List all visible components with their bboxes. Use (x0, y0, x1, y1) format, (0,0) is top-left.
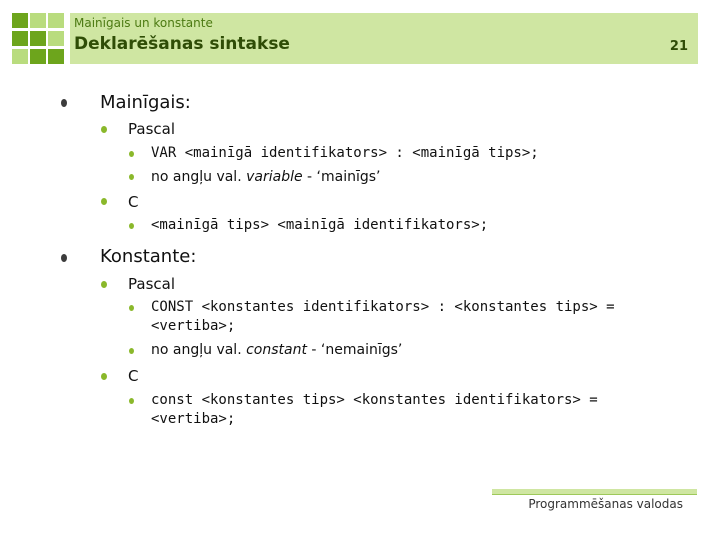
logo-square (12, 31, 28, 46)
logo-square (30, 49, 46, 64)
logo-square (30, 13, 46, 28)
bullet-icon (101, 373, 107, 380)
bullet-icon (101, 198, 107, 205)
bullet-icon (101, 281, 107, 288)
logo-grid (12, 13, 66, 64)
code-line: <vertiba>; (151, 411, 236, 427)
slide-header (70, 13, 698, 64)
bullet-icon (129, 151, 134, 157)
bullet-icon (61, 99, 67, 107)
page-number: 21 (669, 39, 688, 54)
logo-square (12, 13, 28, 28)
note-term: variable (246, 169, 303, 185)
bullet-icon (129, 223, 134, 229)
footer-text: Programmēšanas valodas (528, 497, 683, 511)
logo-square (30, 31, 46, 46)
logo-square (48, 31, 64, 46)
section-heading: Mainīgais: (100, 92, 191, 113)
slide-title: Deklarēšanas sintakse (74, 34, 290, 54)
logo-square (48, 49, 64, 64)
code-line: <mainīgā tips> <mainīgā identifikators>; (151, 217, 489, 233)
language-label: Pascal (128, 120, 175, 138)
note-text (151, 342, 402, 358)
note-prefix: no angļu val. (151, 169, 247, 185)
bullet-icon (129, 348, 134, 354)
section-heading: Konstante: (100, 246, 197, 267)
code-line: <vertiba>; (151, 318, 236, 334)
note-suffix: - ‘mainīgs’ (302, 169, 381, 185)
language-label: Pascal (128, 275, 175, 293)
bullet-icon (129, 305, 134, 311)
bullet-icon (129, 174, 134, 180)
code-line: CONST <konstantes identifikators> : <konstantes tips> = (151, 299, 615, 315)
bullet-icon (101, 126, 107, 133)
bullet-icon (61, 254, 67, 262)
code-line: VAR <mainīgā identifikators> : <mainīgā tips>; (151, 145, 539, 161)
breadcrumb: Mainīgais un konstante (74, 16, 213, 30)
bullet-icon (129, 398, 134, 404)
note-text (151, 169, 381, 185)
note-suffix: - ‘nemainīgs’ (306, 342, 403, 358)
footer-rule-line (492, 494, 697, 495)
logo-square (48, 13, 64, 28)
note-prefix: no angļu val. (151, 342, 247, 358)
code-line: const <konstantes tips> <konstantes identifikators> = (151, 392, 598, 408)
language-label: C (128, 193, 139, 211)
logo-square (12, 49, 28, 64)
note-term: constant (246, 342, 307, 358)
language-label: C (128, 367, 139, 385)
